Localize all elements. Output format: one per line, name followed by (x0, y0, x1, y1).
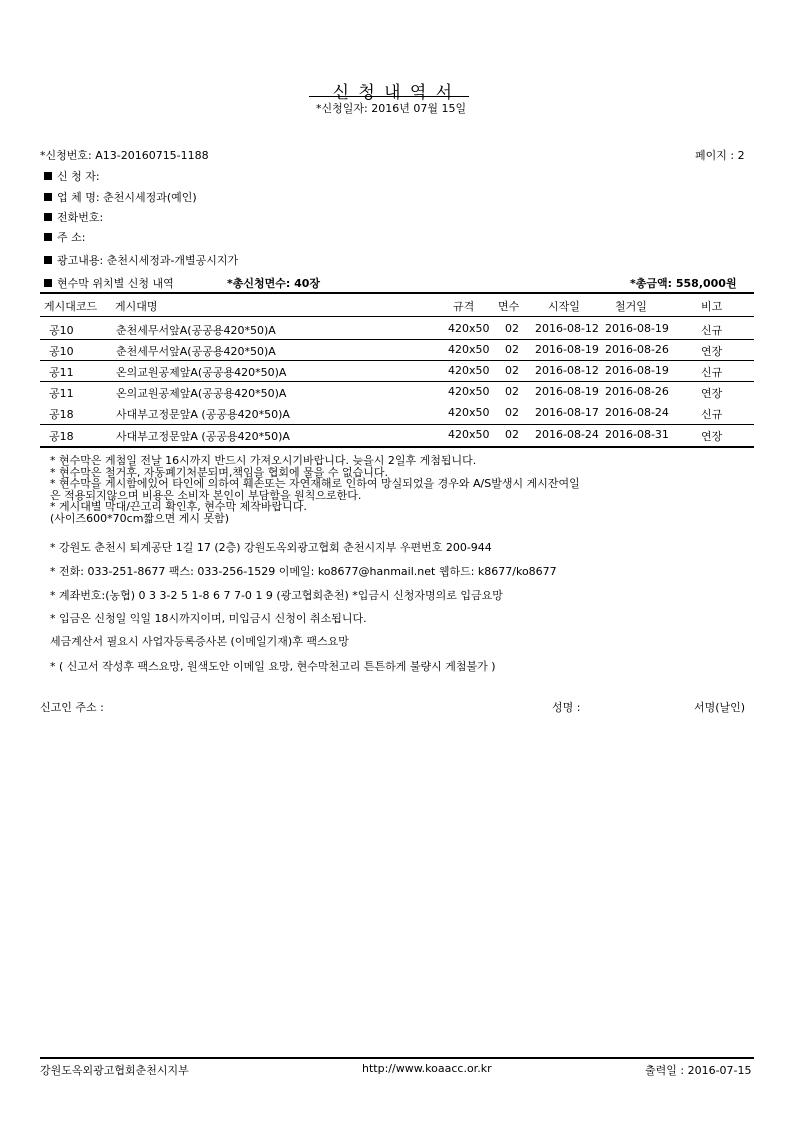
company-label: 업 체 명: 춘천시세정과(예인) (57, 191, 197, 204)
title-underline (309, 96, 469, 97)
table-cell-start: 2016-08-24 (535, 428, 599, 441)
apply-number: *신청번호: A13-20160715-1188 (40, 149, 209, 162)
notice-item: * 현수막을 게시함에있어 타인에 의하여 훼손또는 자연재해로 인하여 망실되었을 경우와 A/S발생시 게시잔여일 (50, 477, 580, 490)
table-top-border (40, 292, 754, 294)
table-cell-end: 2016-08-31 (605, 428, 669, 441)
section-title (44, 275, 174, 293)
table-cell-end: 2016-08-19 (605, 364, 669, 377)
square-bullet-icon (44, 233, 52, 241)
col-header-code: 게시대코드 (44, 300, 98, 313)
table-cell-start: 2016-08-19 (535, 385, 599, 398)
table-cell-size: 420x50 (448, 364, 490, 377)
notice-item: * 현수막은 게첨일 전날 16시까지 반드시 가져오시기바랍니다. 늦을시 2일후 게첨됩니다. (50, 454, 477, 467)
total-count: *총신청면수: 40장 (227, 277, 321, 290)
col-header-end: 철거일 (615, 300, 647, 313)
reporter-name-label: 성명 : (552, 701, 581, 714)
table-cell-start: 2016-08-12 (535, 322, 599, 335)
apply-date: *신청일자: 2016년 07월 15일 (316, 102, 467, 115)
table-cell-code: 공11 (49, 387, 74, 400)
col-header-size: 규격 (453, 300, 475, 313)
table-cell-name: 춘천세무서앞A(공공용420*50)A (116, 324, 276, 337)
table-cell-note: 연장 (701, 345, 723, 358)
table-cell-note: 신규 (701, 324, 723, 337)
contact-fax-note: * ( 신고서 작성후 팩스요망, 원색도안 이메일 요망, 현수막천고리 튼튼하게 불량시 게첨불가 ) (50, 660, 496, 673)
square-bullet-icon (44, 172, 52, 180)
table-cell-count: 02 (505, 406, 519, 419)
table-cell-note: 신규 (701, 366, 723, 379)
table-cell-end: 2016-08-26 (605, 385, 669, 398)
footer-print-date: 출력일 : 2016-07-15 (645, 1064, 752, 1077)
square-bullet-icon (44, 193, 52, 201)
contact-deposit: * 입금은 신청일 익일 18시까지이며, 미입금시 신청이 취소됩니다. (50, 612, 367, 625)
table-cell-code: 공18 (49, 430, 74, 443)
col-header-count: 면수 (498, 300, 520, 313)
row-divider (40, 381, 754, 382)
row-divider (40, 360, 754, 361)
table-cell-count: 02 (505, 428, 519, 441)
square-bullet-icon (44, 256, 52, 264)
table-cell-count: 02 (505, 322, 519, 335)
table-cell-note: 신규 (701, 408, 723, 421)
table-bottom-border (40, 446, 754, 448)
square-bullet-icon (44, 213, 52, 221)
notice-item: (사이즈600*70cm짧으면 게시 못함) (50, 511, 230, 525)
table-cell-count: 02 (505, 385, 519, 398)
notice-item: 은 적용되지않으며 비용은 소비자 본인이 부담함을 원칙으로한다. (50, 488, 362, 502)
notice-list (50, 455, 580, 524)
footer-divider (40, 1057, 754, 1059)
reporter-address-label: 신고인 주소 : (40, 701, 104, 714)
table-cell-size: 420x50 (448, 406, 490, 419)
row-divider (40, 424, 754, 425)
footer-org: 강원도옥외광고협회춘천시지부 (40, 1064, 189, 1077)
table-cell-start: 2016-08-17 (535, 406, 599, 419)
contact-tax: 세금계산서 필요시 사업자등록증사본 (이메일기재)후 팩스요망 (50, 635, 349, 648)
table-cell-size: 420x50 (448, 322, 490, 335)
table-cell-size: 420x50 (448, 343, 490, 356)
ad-content-row (44, 252, 238, 268)
phone-row (44, 209, 103, 225)
table-cell-size: 420x50 (448, 428, 490, 441)
table-cell-count: 02 (505, 343, 519, 356)
table-cell-end: 2016-08-24 (605, 406, 669, 419)
col-header-note: 비고 (701, 300, 723, 313)
notice-item: * 게시대별 막대/끈고리 확인후, 현수막 제작바랍니다. (50, 500, 307, 513)
notice-item: * 현수막은 철거후, 자동폐기처분되며,책임을 협회에 물을 수 없습니다. (50, 465, 388, 479)
document-title: 신청내역서 (332, 83, 462, 103)
col-header-name: 게시대명 (115, 300, 158, 313)
table-cell-code: 공18 (49, 408, 74, 421)
square-bullet-icon (44, 279, 52, 287)
table-cell-end: 2016-08-26 (605, 343, 669, 356)
table-cell-note: 연장 (701, 430, 723, 443)
page-number: 페이지 : 2 (695, 149, 745, 162)
table-cell-code: 공11 (49, 366, 74, 379)
table-cell-name: 사대부고정문앞A (공공용420*50)A (116, 430, 290, 443)
footer-url[interactable]: http://www.koaacc.or.kr (362, 1062, 492, 1075)
table-cell-name: 춘천세무서앞A(공공용420*50)A (116, 345, 276, 358)
table-cell-end: 2016-08-19 (605, 322, 669, 335)
table-cell-size: 420x50 (448, 385, 490, 398)
table-cell-code: 공10 (49, 345, 74, 358)
address-row (44, 229, 85, 245)
table-cell-start: 2016-08-12 (535, 364, 599, 377)
table-cell-name: 사대부고정문앞A (공공용420*50)A (116, 408, 290, 421)
total-amount: *총금액: 558,000원 (630, 277, 737, 290)
applicant-row (44, 168, 100, 184)
phone-label: 전화번호: (57, 211, 104, 224)
row-divider (40, 339, 754, 340)
table-cell-count: 02 (505, 364, 519, 377)
applicant-label: 신 청 자: (57, 170, 100, 183)
section-title-text: 현수막 위치별 신청 내역 (57, 277, 174, 290)
contact-address: * 강원도 춘천시 퇴계공단 1길 17 (2층) 강원도옥외광고협회 춘천시지부 우편번호 200-944 (50, 541, 492, 554)
table-cell-name: 온의교원공제앞A(공공용420*50)A (116, 387, 287, 400)
company-row (44, 189, 197, 205)
table-cell-code: 공10 (49, 324, 74, 337)
table-cell-start: 2016-08-19 (535, 343, 599, 356)
signature-label: 서명(날인) (694, 701, 746, 714)
col-header-start: 시작일 (548, 300, 580, 313)
contact-account: * 계좌번호:(농협) 0 3 3-2 5 1-8 6 7 7-0 1 9 (광고협회춘천) *입금시 신청자명의로 입금요망 (50, 589, 503, 602)
table-cell-note: 연장 (701, 387, 723, 400)
address-label: 주 소: (57, 231, 86, 244)
table-cell-name: 온의교원공제앞A(공공용420*50)A (116, 366, 287, 379)
contact-phone: * 전화: 033-251-8677 팩스: 033-256-1529 이메일: ko8677@hanmail.net 웹하드: k8677/ko8677 (50, 565, 557, 578)
table-header-border (40, 316, 754, 317)
ad-content-label: 광고내용: 춘천시세정과-개별공시지가 (57, 254, 239, 267)
